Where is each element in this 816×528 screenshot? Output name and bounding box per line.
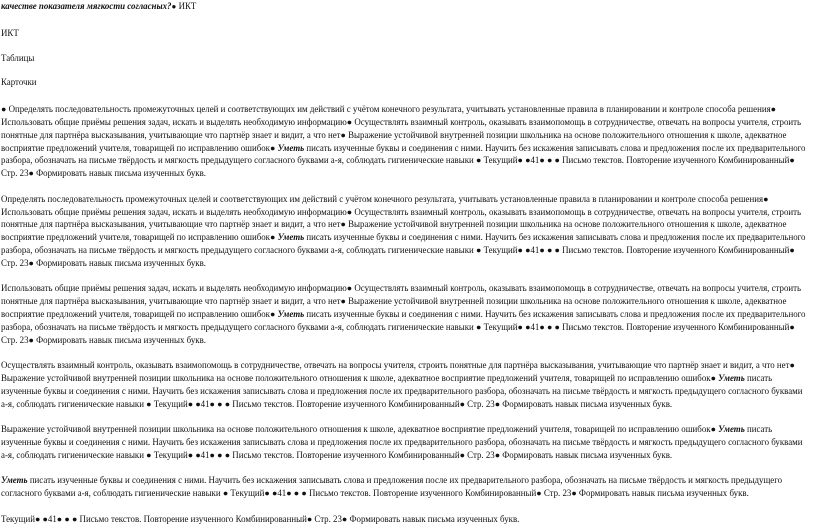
paragraph-5-bold: Уметь <box>718 424 745 435</box>
item-ikt: ИКТ <box>1 27 19 38</box>
paragraph-7-pre: Текущий● ●41● ● ● Письмо текстов. Повторение изученного Комбинированный● Стр. 23● Формировать навык письма изученных букв. <box>1 513 520 524</box>
paragraph-4-pre: Осуществлять взаимный контроль, оказывать взаимопомощь в сотрудничестве, отвечать на вопросы учителя, строить понятные для партнёра высказывания, учитывающие что партнёр знает и видит, а что нет● Выражение устойчивой внутренней позиции школьника на основе положительного отношения к школе, адекватное восприятие предложений учителя, товарищей по исправлению ошибок● <box>1 360 795 383</box>
paragraph-1-bold: Уметь <box>277 142 305 153</box>
paragraph-1-post: писать изученные буквы и соединения с ними. Научить без искажения записывать слова и предложения после их предварительного разбора, обозначать на письме твёрдость и мягкость предыдущего согласного буквами а-я, соблюдать гигиенические навыки ● Текущий● ●41● ● ● Письмо текстов. Повторение изученного Комбинированный● Стр. 23● Формировать навык письма изученных букв. <box>1 142 806 179</box>
paragraph-2 <box>1 193 810 270</box>
paragraph-3-bold: Уметь <box>277 308 305 319</box>
paragraph-6-bold: Уметь <box>1 475 28 486</box>
item-tables: Таблицы <box>1 52 35 63</box>
paragraph-3-post: писать изученные буквы и соединения с ними. Научить без искажения записывать слова и предложения после их предварительного разбора, обозначать на письме твёрдость и мягкость предыдущего согласного буквами а-я, соблюдать гигиенические навыки ● Текущий● ●41● ● ● Письмо текстов. Повторение изученного Комбинированный● Стр. 23● Формировать навык письма изученных букв. <box>1 308 806 345</box>
item-cards: Карточки <box>1 77 37 88</box>
paragraph-3 <box>1 282 810 346</box>
paragraph-6 <box>1 474 810 500</box>
paragraph-5-pre: Выражение устойчивой внутренней позиции школьника на основе положительного отношения к школе, адекватное восприятие предложений учителя, товарищей по исправлению ошибок● <box>1 424 719 435</box>
document-header-line <box>1 0 810 14</box>
question-text: качестве показателя мягкости согласных? <box>1 1 172 11</box>
paragraph-5-post: писать изученные буквы и соединения с ними. Научить без искажения записывать слова и предложения после их предварительного разбора, обозначать на письме твёрдость и мягкость предыдущего согласного буквами а-я, соблюдать гигиенические навыки ● Текущий● ●41● ● ● Письмо текстов. Повторение изученного Комбинированный● Стр. 23● Формировать навык письма изученных букв. <box>1 424 803 460</box>
paragraph-2-bold: Уметь <box>277 232 305 243</box>
paragraph-6-post: писать изученные буквы и соединения с ними. Научить без искажения записывать слова и предложения после их предварительного разбора, обозначать на письме твёрдость и мягкость предыдущего согласного буквами а-я, соблюдать гигиенические навыки ● Текущий● ●41● ● ● Письмо текстов. Повторение изученного Комбинированный● Стр. 23● Формировать навык письма изученных букв. <box>1 475 783 499</box>
paragraph-2-post: писать изученные буквы и соединения с ними. Научить без искажения записывать слова и предложения после их предварительного разбора, обозначать на письме твёрдость и мягкость предыдущего согласного буквами а-я, соблюдать гигиенические навыки ● Текущий● ●41● ● ● Письмо текстов. Повторение изученного Комбинированный● Стр. 23● Формировать навык письма изученных букв. <box>1 232 806 268</box>
paragraph-4-post: писать изученные буквы и соединения с ними. Научить без искажения записывать слова и предложения после их предварительного разбора, обозначать на письме твёрдость и мягкость предыдущего согласного буквами а-я, соблюдать гигиенические навыки ● Текущий● ●41● ● ● Письмо текстов. Повторение изученного Комбинированный● Стр. 23● Формировать навык письма изученных букв. <box>1 372 803 409</box>
paragraph-1 <box>1 103 810 180</box>
paragraph-7 <box>1 513 810 526</box>
header-ikt: ИКТ <box>176 1 197 11</box>
paragraph-1-pre: ● Определять последовательность промежуточных целей и соответствующих им действий с учётом конечного результата, учитывать установленные правила в планировании и контроле способа решения● Использовать общие приёмы решения задач, искать и выделять необходимую информацию● Осуществлять взаимный контроль, оказывать взаимопомощь в сотрудничестве, отвечать на вопросы учителя, строить понятные для партнёра высказывания, учитывающие что партнёр знает и видит, а что нет● Выражение устойчивой внутренней позиции школьника на основе положительного отношения к школе, адекватное восприятие предложений учителя, товарищей по исправлению ошибок● <box>1 104 802 153</box>
paragraph-3-pre: Использовать общие приёмы решения задач, искать и выделять необходимую информацию● Осуществлять взаимный контроль, оказывать взаимопомощь в сотрудничестве, отвечать на вопросы учителя, строить понятные для партнёра высказывания, учитывающие что партнёр знает и видит, а что нет● Выражение устойчивой внутренней позиции школьника на основе положительного отношения к школе, адекватное восприятие предложений учителя, товарищей по исправлению ошибок● <box>1 283 802 319</box>
paragraph-4-bold: Уметь <box>718 372 745 383</box>
paragraph-2-pre: Определять последовательность промежуточных целей и соответствующих им действий с учётом конечного результата, учитывать установленные правила в планировании и контроле способа решения● Использовать общие приёмы решения задач, искать и выделять необходимую информацию● Осуществлять взаимный контроль, оказывать взаимопомощь в сотрудничестве, отвечать на вопросы учителя, строить понятные для партнёра высказывания, учитывающие что партнёр знает и видит, а что нет● Выражение устойчивой внутренней позиции школьника на основе положительного отношения к школе, адекватное восприятие предложений учителя, товарищей по исправлению ошибок● <box>1 193 802 243</box>
paragraph-4 <box>1 359 810 410</box>
paragraph-5 <box>1 423 810 461</box>
bullet-icon: ● <box>171 2 177 11</box>
